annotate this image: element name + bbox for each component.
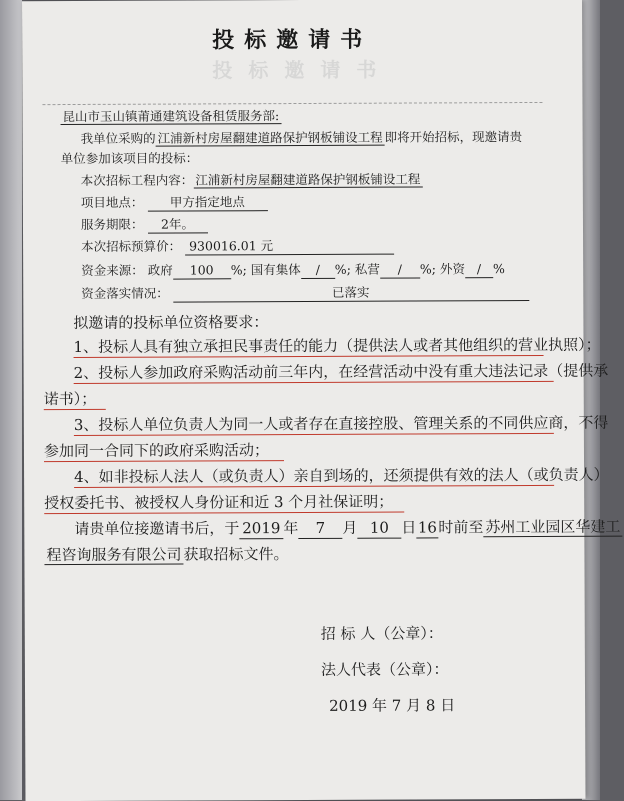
content-label: 本次招标工程内容： [80,172,194,188]
funds-label: 资金来源： [81,262,144,278]
dashed-rule [42,102,542,105]
location-label: 项目地点： [80,194,144,210]
closing-month: 7 [298,518,342,539]
location-row [81,194,268,212]
closing-day-unit: 日 [401,518,417,537]
requirement-1: 1、投标人具有独立承担民事责任的能力（提供法人或者其他组织的营业执照）； [73,335,601,357]
funds-collective-label: 国有集体 [250,262,301,278]
closing-hour: 16 [416,517,438,538]
funds-status-value: 已落实 [173,284,529,303]
intro-line-2: 单位参加该项目的投标： [60,150,199,167]
closing-place-1: 苏州工业园区华建工 [483,518,622,538]
funds-status-row [81,284,529,303]
location-value: 甲方指定地点 [147,194,267,212]
budget-row [81,238,394,256]
project-name: 江浦新村房屋翻建道路保护钢板铺设工程 [156,130,385,147]
funds-foreign-value: / [465,261,493,278]
requirement-3-line-2: 参加同一合同下的政府采购活动； [43,441,270,461]
funds-private-value: / [380,261,420,278]
period-label: 服务期限： [80,216,144,232]
requirement-4-line-1: 4、如非投标人法人（或负责人）亲自到场的，还须提供有效的法人（或负责人） [74,465,609,486]
closing-line-1 [74,517,622,540]
tenderer-signature: 招 标 人（公章）： [320,624,443,643]
budget-label: 本次招标预算价： [81,238,182,254]
content-value: 江浦新村房屋翻建道路保护钢板铺设工程 [193,171,422,188]
intro-line-1 [81,129,523,147]
closing-year: 2019 [239,518,283,539]
closing-text-b: 时前至 [438,518,484,537]
desk-left-edge [0,0,22,800]
intro-text-a: 我单位采购的 [80,130,156,146]
closing-line-2 [44,544,288,565]
recipient-line [60,108,281,125]
closing-text-a: 请贵单位接邀请书后，于 [74,519,240,538]
pct-sign: % [230,262,243,278]
requirement-4-line-2: 授权委托书、被授权人身份证和近 3 个月社保证明； [44,492,394,513]
invitation-document [22,0,621,801]
intro-text-b: 即将开始招标，现邀请贵 [384,129,523,145]
funds-foreign-label: 外资 [439,261,466,277]
bleed-through-title: 投标邀请书 [212,57,393,83]
content-row [81,171,423,188]
funds-gov-label: 政府 [147,262,173,278]
requirement-2-line-2: 诺书）； [43,389,97,409]
funds-gov-value: 100 [173,262,231,279]
funds-private-label: 私营 [354,261,380,277]
period-value: 2年。 [147,216,207,233]
red-underline [44,460,284,462]
legal-rep-signature: 法人代表（公章）： [320,660,449,679]
red-underline [44,409,106,410]
closing-year-unit: 年 [283,519,299,538]
signature-date: 2019 年 7 月 8 日 [329,696,456,715]
recipient-name: 昆山市玉山镇莆通建筑设备租赁服务部: [60,108,281,125]
closing-place-2: 程咨询服务有限公司 [44,546,183,566]
period-row [81,216,208,234]
funds-status-label: 资金落实情况： [81,285,169,301]
requirements-heading: 拟邀请的投标单位资格要求： [73,313,269,333]
funds-collective-value: / [301,262,335,279]
pct-sign: % [492,261,505,277]
red-underline [44,512,404,515]
requirement-2-line-1: 2、投标人参加政府采购活动前三年内，在经营活动中没有重大违法记录（提供承 [73,361,609,382]
funds-source-row: 资金来源： 政府 100 %; 国有集体 / %; 私营 / %; 外资 / % [81,261,505,278]
budget-value: 930016.01 元 [185,238,394,256]
closing-day: 10 [357,518,401,539]
document-title: 投标邀请书 [212,26,373,54]
pct-sign: % [334,261,347,277]
requirement-3-line-1: 3、投标人单位负责人为同一人或者存在直接控股、管理关系的不同供应商，不得 [73,413,609,434]
closing-month-unit: 月 [342,518,358,537]
closing-text-c: 获取招标文件。 [183,545,289,564]
pct-sign: % [419,261,432,277]
